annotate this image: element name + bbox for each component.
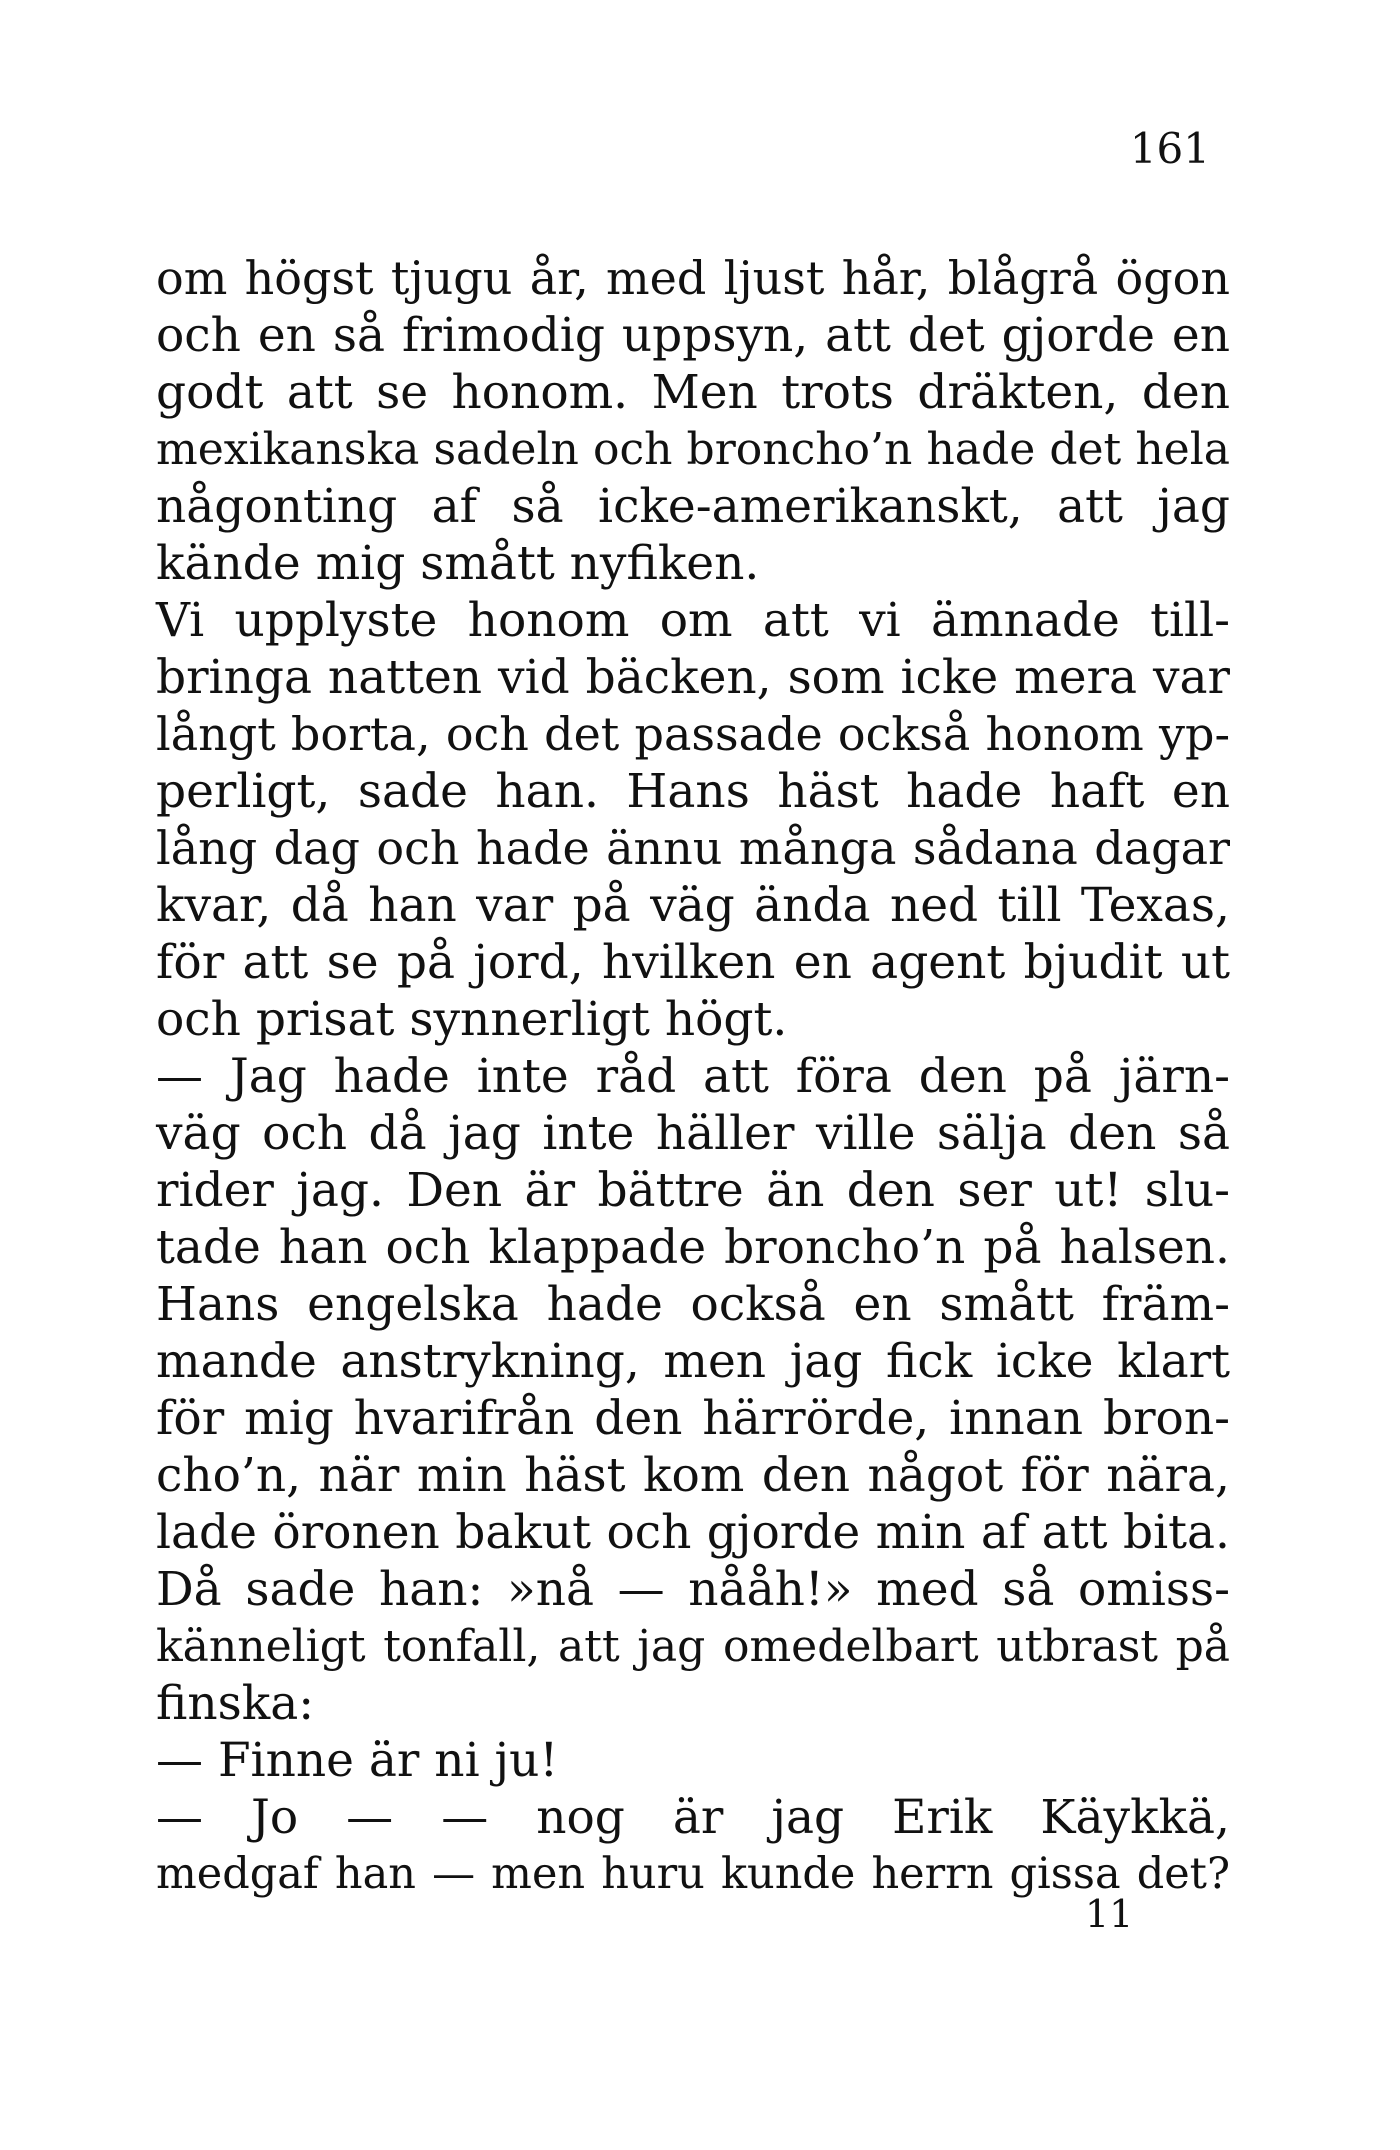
text-line: mande anstrykning, men jag fick icke klart <box>156 1334 1230 1389</box>
text-line: lång dag och hade ännu många sådana dagar <box>156 821 1230 875</box>
text-line: — Jo — — nog är jag Erik Käykkä, <box>156 1790 1230 1845</box>
body-text <box>156 250 1230 1903</box>
text-line: Vi upplyste honom om att vi ämnade till- <box>156 593 1230 648</box>
text-line: perligt, sade han. Hans häst hade haft en <box>156 764 1230 819</box>
text-line: rider jag. Den är bättre än den ser ut! slu- <box>156 1163 1230 1218</box>
text-line: Hans engelska hade också en smått främ- <box>156 1277 1230 1332</box>
text-line: kvar, då han var på väg ända ned till Texas, <box>156 878 1230 933</box>
text-line: finska: <box>156 1676 315 1731</box>
text-line: kände mig smått nyfiken. <box>156 536 760 591</box>
page-number: 161 <box>1129 124 1210 173</box>
text-line: — Jag hade inte råd att föra den på järn- <box>156 1049 1230 1104</box>
text-line: och prisat synnerligt högt. <box>156 992 788 1047</box>
text-line: känneligt tonfall, att jag omedelbart utbrast på <box>156 1621 1230 1672</box>
text-line: och en så frimodig uppsyn, att det gjorde en <box>156 308 1230 363</box>
text-line: mexikanska sadeln och broncho’n hade det hela <box>156 424 1230 475</box>
text-line: — Finne är ni ju! <box>156 1733 559 1788</box>
text-line: medgaf han — men huru kunde herrn gissa det? <box>156 1849 1230 1899</box>
signature-mark: 11 <box>1085 1892 1134 1936</box>
text-line: väg och då jag inte häller ville sälja den så <box>156 1106 1230 1161</box>
text-line: godt att se honom. Men trots dräkten, den <box>156 365 1230 420</box>
text-line: bringa natten vid bäcken, som icke mera var <box>156 650 1230 705</box>
text-line: för att se på jord, hvilken en agent bjudit ut <box>156 935 1230 990</box>
text-line: om högst tjugu år, med ljust hår, blågrå ögon <box>156 251 1230 305</box>
text-line: tade han och klappade broncho’n på halsen. <box>156 1220 1230 1275</box>
text-line: lade öronen bakut och gjorde min af att bita. <box>156 1505 1230 1560</box>
text-line: någonting af så icke-amerikanskt, att jag <box>156 479 1230 534</box>
text-line: för mig hvarifrån den härrörde, innan bron- <box>156 1391 1230 1446</box>
text-line: cho’n, när min häst kom den något för nära, <box>156 1448 1230 1503</box>
text-line: långt borta, och det passade också honom yp- <box>156 707 1230 761</box>
text-line: Då sade han: »nå — nååh!» med så omiss- <box>156 1562 1230 1617</box>
